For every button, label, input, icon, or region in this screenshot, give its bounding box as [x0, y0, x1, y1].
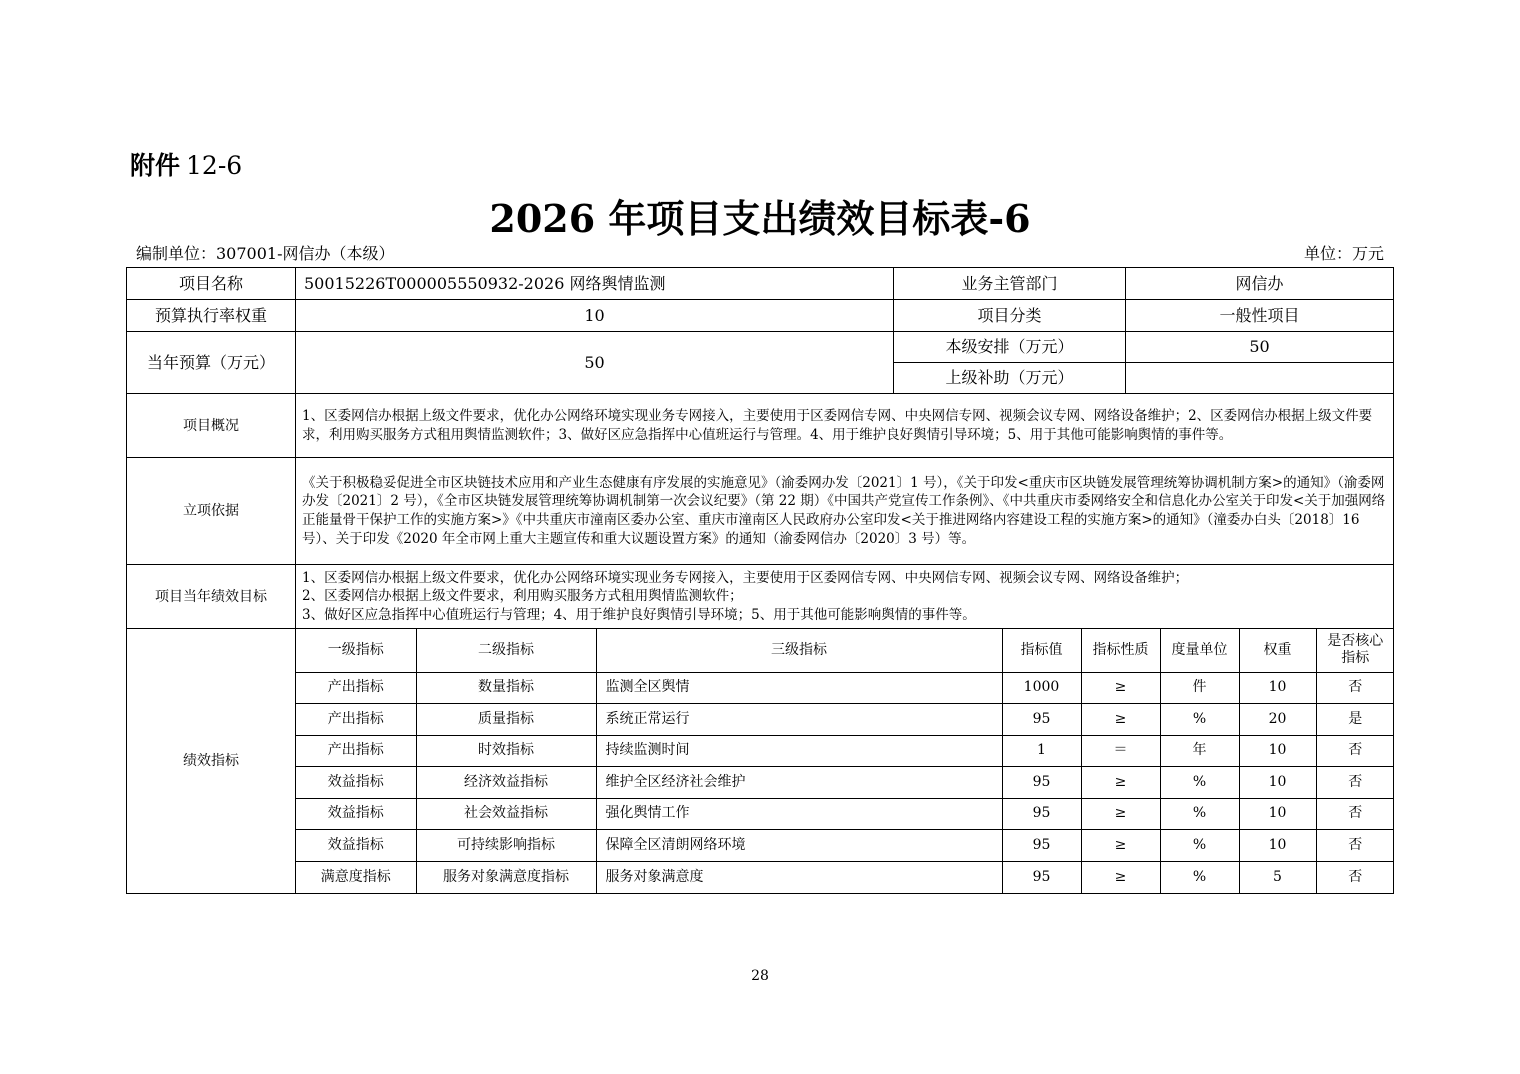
superior-label: 上级补助（万元） — [894, 363, 1126, 394]
cell-level3: 持续监测时间 — [596, 735, 1002, 767]
page-title: 2026 年项目支出绩效目标表-6 — [489, 196, 1031, 241]
cell-value: 95 — [1002, 704, 1081, 736]
cell-level1: 产出指标 — [296, 704, 416, 736]
row-project-name — [127, 268, 1394, 300]
cell-unit: 件 — [1160, 672, 1239, 704]
page-number: 28 — [751, 968, 769, 984]
cell-core: 否 — [1316, 735, 1394, 767]
cell-level2: 社会效益指标 — [416, 798, 596, 830]
goal-line-3: 3、做好区应急指挥中心值班运行与管理；4、用于维护良好舆情引导环境；5、用于其他可能影响舆情的事件等。 — [302, 606, 976, 623]
cell-unit: % — [1160, 798, 1239, 830]
basis-label: 立项依据 — [127, 458, 296, 565]
perf-header-value: 指标值 — [1002, 629, 1081, 672]
cell-nature: ≥ — [1081, 767, 1160, 799]
perf-header-unit: 度量单位 — [1160, 629, 1239, 672]
cell-value: 95 — [1002, 861, 1081, 893]
cell-weight: 20 — [1239, 704, 1316, 736]
dept-label: 业务主管部门 — [894, 268, 1126, 300]
cell-level1: 产出指标 — [296, 735, 416, 767]
cell-level1: 效益指标 — [296, 830, 416, 862]
cell-nature: ≥ — [1081, 672, 1160, 704]
cell-core: 否 — [1316, 672, 1394, 704]
attachment-number: 12-6 — [186, 151, 243, 180]
perf-header-level3: 三级指标 — [596, 629, 1002, 672]
cell-value: 95 — [1002, 767, 1081, 799]
cell-nature: ≥ — [1081, 798, 1160, 830]
table-row — [296, 704, 1394, 736]
performance-target-table — [126, 267, 1394, 894]
row-overview — [127, 394, 1394, 458]
cell-unit: % — [1160, 861, 1239, 893]
cell-weight: 10 — [1239, 767, 1316, 799]
overview-text: 1、区委网信办根据上级文件要求，优化办公网络环境实现业务专网接入，主要使用于区委网信专网、中央网信专网、视频会议专网、网络设备维护；2、区委网信办根据上级文件要求，利用购买服务方式租用舆情监测软件；3、做好区应急指挥中心值班运行与管理。4、用于维护良好舆情引导环境；5、用于其他可能影响舆情的事件等。 — [296, 394, 1394, 458]
cell-value: 95 — [1002, 830, 1081, 862]
table-row — [296, 767, 1394, 799]
cell-level2: 数量指标 — [416, 672, 596, 704]
table-row — [296, 830, 1394, 862]
cell-level1: 效益指标 — [296, 767, 416, 799]
budget-label: 当年预算（万元） — [127, 332, 296, 394]
cell-core: 否 — [1316, 798, 1394, 830]
cell-unit: % — [1160, 704, 1239, 736]
perf-header-row — [296, 629, 1394, 672]
cell-nature: ≥ — [1081, 830, 1160, 862]
cell-level3: 维护全区经济社会维护 — [596, 767, 1002, 799]
rate-weight-value: 10 — [296, 300, 894, 332]
cell-level1: 满意度指标 — [296, 861, 416, 893]
goal-line-2: 2、区委网信办根据上级文件要求，利用购买服务方式租用舆情监测软件； — [302, 588, 743, 605]
table-row — [296, 798, 1394, 830]
compile-unit: 编制单位：307001-网信办（本级） — [136, 244, 395, 263]
cell-level3: 监测全区舆情 — [596, 672, 1002, 704]
cell-level2: 可持续影响指标 — [416, 830, 596, 862]
currency-unit: 单位：万元 — [1303, 244, 1384, 263]
row-budget — [127, 332, 1394, 363]
table-row — [296, 672, 1394, 704]
budget-value: 50 — [296, 332, 894, 394]
overview-label: 项目概况 — [127, 394, 296, 458]
table-row — [296, 861, 1394, 893]
category-value: 一般性项目 — [1126, 300, 1394, 332]
cell-level1: 产出指标 — [296, 672, 416, 704]
cell-weight: 5 — [1239, 861, 1316, 893]
cell-level3: 强化舆情工作 — [596, 798, 1002, 830]
cell-level2: 服务对象满意度指标 — [416, 861, 596, 893]
cell-value: 1000 — [1002, 672, 1081, 704]
local-label: 本级安排（万元） — [894, 332, 1126, 363]
cell-nature: ＝ — [1081, 735, 1160, 767]
cell-core: 是 — [1316, 704, 1394, 736]
cell-core: 否 — [1316, 830, 1394, 862]
cell-value: 1 — [1002, 735, 1081, 767]
category-label: 项目分类 — [894, 300, 1126, 332]
cell-weight: 10 — [1239, 830, 1316, 862]
perf-header-level2: 二级指标 — [416, 629, 596, 672]
row-basis — [127, 458, 1394, 565]
perf-header-weight: 权重 — [1239, 629, 1316, 672]
rate-weight-label: 预算执行率权重 — [127, 300, 296, 332]
basis-text: 《关于积极稳妥促进全市区块链技术应用和产业生态健康有序发展的实施意见》（渝委网办发〔2021〕1 号），《关于印发<重庆市区块链发展管理统筹协调机制方案>的通知》（渝委网办发〔2021〕2 号），《全市区块链发展管理统筹协调机制第一次会议纪要》（第 22 期）《中国共产党宣传工作条例》、《中共重庆市委网络安全和信息化办公室关于印发<关于加强网络正能量骨干保护工作的实施方案>》《中共重庆市潼南区委办公室、重庆市潼南区人民政府办公室印发<关于推进网络内容建设工程的实施方案>的通知》（潼委办白头〔2018〕16 号）、关于印发《2020 年全市网上重大主题宣传和重大议题设置方案》的通知（渝委网信办〔2020〕3 号）等。 — [296, 458, 1394, 565]
attachment-word: 附件 — [130, 151, 181, 180]
perf-indicator-table — [296, 629, 1394, 893]
cell-unit: % — [1160, 830, 1239, 862]
cell-nature: ≥ — [1081, 704, 1160, 736]
table-row — [296, 735, 1394, 767]
superior-value — [1126, 363, 1394, 394]
dept-value: 网信办 — [1126, 268, 1394, 300]
cell-level2: 时效指标 — [416, 735, 596, 767]
cell-weight: 10 — [1239, 672, 1316, 704]
cell-nature: ≥ — [1081, 861, 1160, 893]
cell-core: 否 — [1316, 861, 1394, 893]
project-name-label: 项目名称 — [127, 268, 296, 300]
row-performance — [127, 629, 1394, 894]
cell-weight: 10 — [1239, 798, 1316, 830]
cell-level2: 质量指标 — [416, 704, 596, 736]
project-name-value: 50015226T000005550932-2026 网络舆情监测 — [296, 268, 894, 300]
cell-level3: 系统正常运行 — [596, 704, 1002, 736]
unit-line — [136, 241, 1384, 263]
goal-line-1: 1、区委网信办根据上级文件要求，优化办公网络环境实现业务专网接入，主要使用于区委网信专网、中央网信专网、视频会议专网、网络设备维护； — [302, 569, 1189, 586]
cell-core: 否 — [1316, 767, 1394, 799]
perf-header-core: 是否核心指标 — [1316, 629, 1394, 672]
cell-unit: 年 — [1160, 735, 1239, 767]
perf-header-level1: 一级指标 — [296, 629, 416, 672]
perf-label: 绩效指标 — [127, 629, 296, 894]
goal-label: 项目当年绩效目标 — [127, 565, 296, 629]
perf-cell — [296, 629, 1394, 894]
cell-level1: 效益指标 — [296, 798, 416, 830]
cell-level2: 经济效益指标 — [416, 767, 596, 799]
attachment-label — [130, 146, 242, 182]
row-goal — [127, 565, 1394, 629]
cell-value: 95 — [1002, 798, 1081, 830]
perf-header-nature: 指标性质 — [1081, 629, 1160, 672]
cell-level3: 服务对象满意度 — [596, 861, 1002, 893]
cell-level3: 保障全区清朗网络环境 — [596, 830, 1002, 862]
row-rate-weight — [127, 300, 1394, 332]
goal-text — [296, 565, 1394, 629]
cell-weight: 10 — [1239, 735, 1316, 767]
local-value: 50 — [1126, 332, 1394, 363]
cell-unit: % — [1160, 767, 1239, 799]
